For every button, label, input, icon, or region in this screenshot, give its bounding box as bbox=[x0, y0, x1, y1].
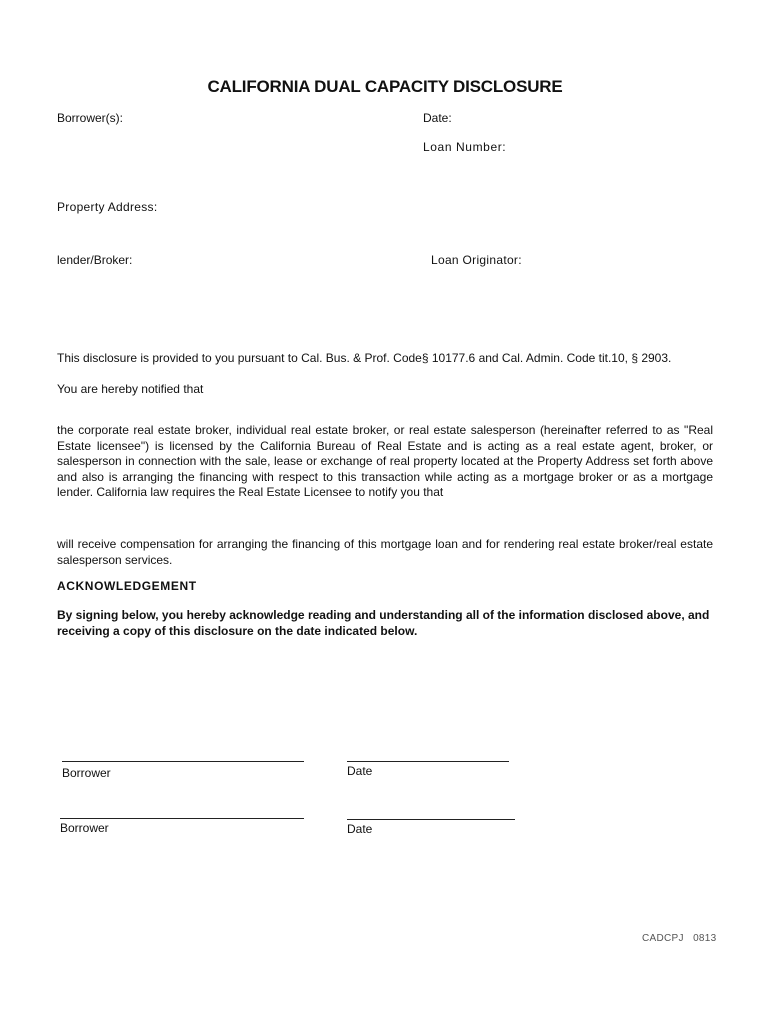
borrower-signature-line-1[interactable] bbox=[62, 761, 304, 762]
date-signature-line-1[interactable] bbox=[347, 761, 509, 762]
borrower-signature-line-2[interactable] bbox=[60, 818, 304, 819]
borrower-label-2: Borrower bbox=[60, 821, 109, 835]
loan-number-label: Loan Number: bbox=[423, 140, 507, 154]
borrowers-label: Borrower(s): bbox=[57, 111, 124, 125]
document-title: CALIFORNIA DUAL CAPACITY DISCLOSURE bbox=[207, 77, 563, 96]
date-label-1: Date bbox=[347, 764, 373, 778]
footer-code: CADCPJ bbox=[642, 933, 684, 944]
lender-broker-label: lender/Broker: bbox=[57, 253, 133, 267]
footer-form-code bbox=[642, 933, 717, 944]
date-label-2: Date bbox=[347, 822, 373, 836]
date-label: Date: bbox=[423, 111, 452, 125]
date-signature-line-2[interactable] bbox=[347, 819, 515, 820]
property-address-label: Property Address: bbox=[57, 200, 158, 214]
notified-statement: You are hereby notified that bbox=[57, 382, 204, 396]
intro-statement: This disclosure is provided to you pursuant to Cal. Bus. & Prof. Code§ 10177.6 and Cal. Admin. Code tit.10, § 2903. bbox=[57, 351, 672, 365]
acknowledgement-text: By signing below, you hereby acknowledge reading and understanding all of the information disclosed above, and receiving a copy of this disclosure on the date indicated below. bbox=[57, 608, 710, 638]
disclosure-paragraph-1: the corporate real estate broker, individual real estate broker, or real estate salesperson (hereinafter referred to as "Real Estate licensee") is licensed by the California Bureau of Real Estate and is acting as a real estate agent, broker, or salesperson in connection with the sale, lease or exchange of real property located at the Property Address set forth above and also is arranging the financing with respect to this transaction while acting as a mortgage broker or as a mortgage lender. California law requires the Real Estate Licensee to notify you that bbox=[57, 423, 713, 499]
footer-version: 0813 bbox=[693, 933, 717, 944]
acknowledgement-heading: ACKNOWLEDGEMENT bbox=[57, 579, 197, 593]
disclosure-paragraph-2: will receive compensation for arranging the financing of this mortgage loan and for rendering real estate broker/real estate salesperson services. bbox=[57, 537, 713, 567]
borrower-label-1: Borrower bbox=[62, 766, 111, 780]
loan-originator-label: Loan Originator: bbox=[431, 253, 522, 267]
